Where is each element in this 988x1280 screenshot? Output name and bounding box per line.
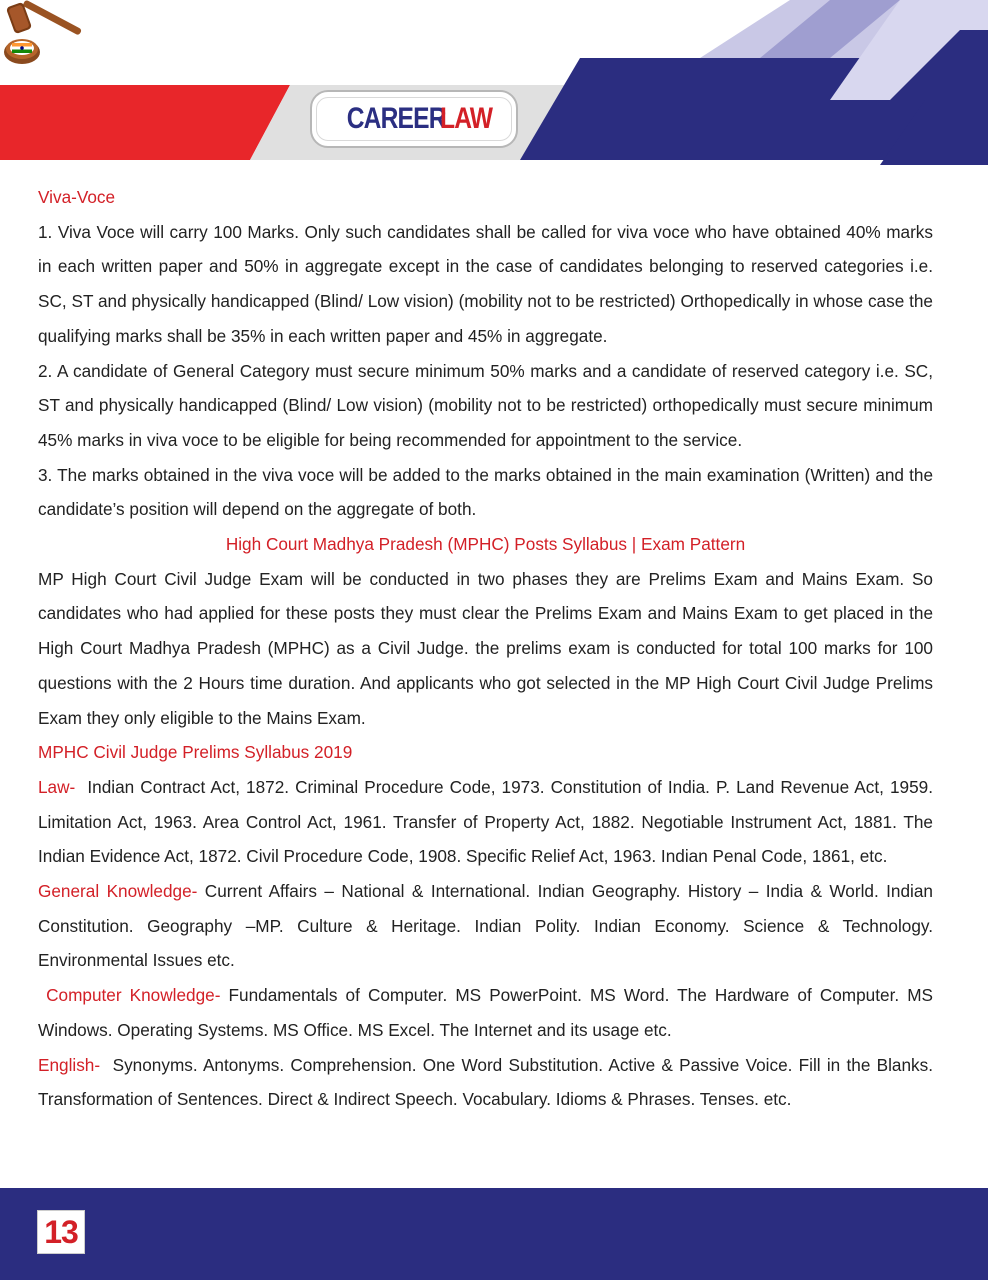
law-syllabus-paragraph	[38, 770, 933, 874]
english-syllabus-paragraph	[38, 1048, 933, 1117]
law-text: Indian Contract Act, 1872. Criminal Procedure Code, 1973. Constitution of India. P. Land Revenue Act, 1959. Limitation Act, 1963. Area Control Act, 1961. Transfer of Property Act, 1882. Negotiable Instrument Act, 1881. The Indian Evidence Act, 1872. Civil Procedure Code, 1908. Specific Relief Act, 1963. Indian Penal Code, 1861, etc.	[38, 776, 933, 867]
gavel-with-india-flag-icon	[0, 0, 95, 70]
computer-label: Computer Knowledge-	[46, 985, 221, 1006]
page-footer	[0, 1188, 988, 1280]
gk-text: Current Affairs – National & International. Indian Geography. History – India & World. Indian Constitution. Geography –MP. Culture & Heritage. Indian Polity. Indian Economy. Science & Technology. Environmental Issues etc.	[38, 881, 933, 971]
page-number: 13	[37, 1210, 85, 1254]
computer-text: Fundamentals of Computer. MS PowerPoint. MS Word. The Hardware of Computer. MS Windows. Operating Systems. MS Office. MS Excel. The Internet and its usage etc.	[38, 985, 933, 1040]
gk-label: General Knowledge-	[38, 881, 198, 902]
page-header	[0, 0, 988, 165]
prelims-syllabus-heading: MPHC Civil Judge Prelims Syllabus 2019	[38, 742, 353, 763]
mphc-intro-paragraph: MP High Court Civil Judge Exam will be conducted in two phases they are Prelims Exam and Mains Exam. So candidates who had applied for these posts they must clear the Prelims Exam and Mains Exam to get placed in the High Court Madhya Pradesh (MPHC) as a Civil Judge. the prelims exam is conducted for total 100 marks for 100 questions with the 2 Hours time duration. And applicants who got selected in the MP High Court Civil Judge Prelims Exam they only eligible to the Mains Exam.	[38, 568, 933, 728]
viva-voce-paragraph-1: 1. Viva Voce will carry 100 Marks. Only such candidates shall be called for viva voce who have obtained 40% marks in each written paper and 50% in aggregate except in the case of candidates belonging to reserved categories i.e. SC, ST and physically handicapped (Blind/ Low vision) (mobility not to be restricted) Orthopedically in whose case the qualifying marks shall be 35% in each written paper and 45% in aggregate.	[38, 221, 933, 346]
viva-voce-paragraph-3: 3. The marks obtained in the viva voce will be added to the marks obtained in the main examination (Written) and the candidate’s position will depend on the aggregate of both.	[38, 464, 933, 520]
viva-voce-paragraph-2: 2. A candidate of General Category must secure minimum 50% marks and a candidate of reserved category i.e. SC, ST and physically handicapped (Blind/ Low vision) (mobility not to be restricted) orthopedically must secure minimum 45% marks in viva voce to be eligible for being recommended for appointment to the service.	[38, 360, 933, 450]
viva-voce-heading: Viva-Voce	[38, 187, 116, 207]
law-label: Law-	[38, 776, 76, 797]
english-label: English-	[38, 1054, 101, 1075]
page-content	[38, 180, 933, 1117]
english-text: Synonyms. Antonyms. Comprehension. One Word Substitution. Active & Passive Voice. Fill in the Blanks. Transformation of Sentences. Direct & Indirect Speech. Vocabulary. Idioms & Phrases. Tenses. etc.	[38, 1054, 933, 1110]
logo-law-text: LAW	[439, 102, 492, 135]
logo-career-text: CAREER	[346, 102, 446, 135]
computer-syllabus-paragraph	[38, 978, 933, 1047]
career-law-logo	[310, 90, 518, 148]
mphc-syllabus-heading: High Court Madhya Pradesh (MPHC) Posts Syllabus | Exam Pattern	[225, 534, 746, 555]
gk-syllabus-paragraph	[38, 874, 933, 978]
